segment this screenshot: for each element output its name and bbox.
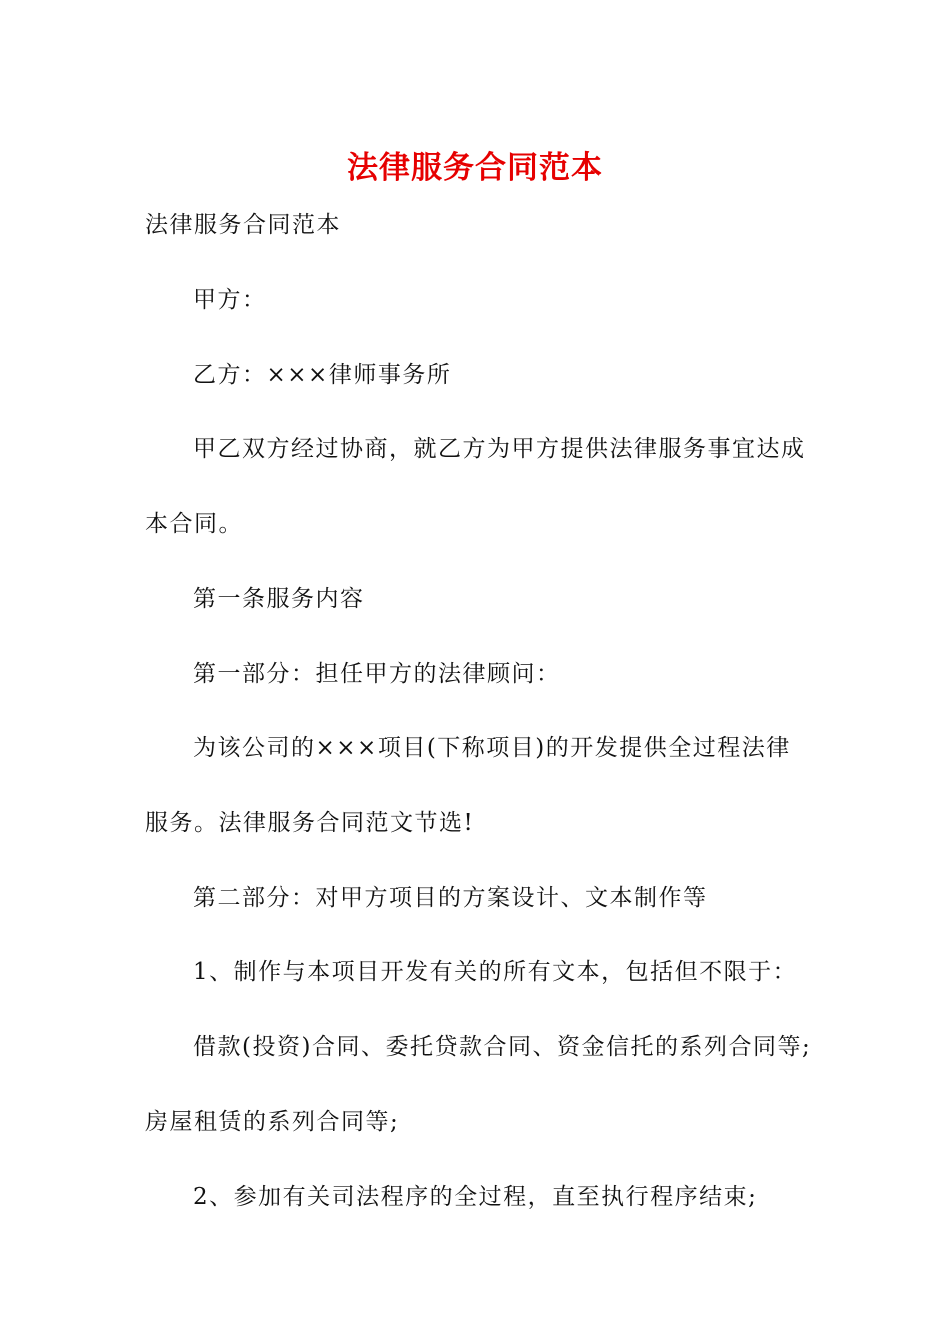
clause-one-line: 1、制作与本项目开发有关的所有文本，包括但不限于： [193,959,798,985]
preamble-line-1: 甲乙双方经过协商，就乙方为甲方提供法律服务事宜达成 [193,436,806,462]
clause-one-detail-line-2: 房屋租赁的系列合同等; [145,1109,400,1135]
party-b-line: 乙方：×××律师事务所 [193,362,452,388]
preamble-line-2: 本合同。 [145,511,243,537]
part-one-text-line-2: 服务。法律服务合同范文节选! [145,810,475,836]
doc-heading-line: 法律服务合同范本 [145,212,341,238]
article-one-heading: 第一条服务内容 [193,586,365,612]
part-one-text-line-1: 为该公司的×××项目(下称项目)的开发提供全过程法律 [193,735,791,761]
document-title: 法律服务合同范本 [347,150,603,186]
party-a-line: 甲方： [193,287,267,313]
clause-two-line: 2、参加有关司法程序的全过程，直至执行程序结束; [193,1184,758,1210]
part-one-heading: 第一部分：担任甲方的法律顾问： [193,661,561,687]
clause-one-detail-line-1: 借款(投资)合同、委托贷款合同、资金信托的系列合同等; [193,1034,812,1060]
part-two-heading: 第二部分：对甲方项目的方案设计、文本制作等 [193,885,708,911]
